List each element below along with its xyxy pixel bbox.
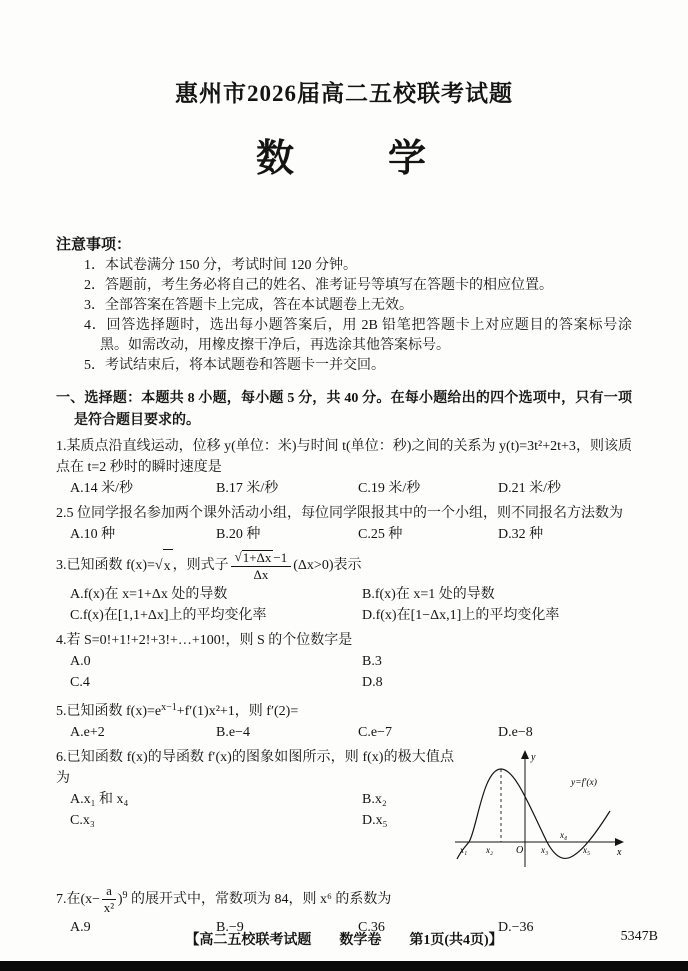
q1-stem: 1.某质点沿直线运动，位移 y(单位：米)与时间 t(单位：秒)之间的关系为 y(t)=3t²+2t+3，则该质点在 t=2 秒时的瞬时速度是 [56, 439, 632, 475]
notice-item-3: 3．全部答案在答题卡上完成，答在本试题卷上无效。 [84, 298, 413, 313]
q4-option-d: D.8 [362, 675, 383, 690]
curve-label: y=f′(x) [571, 778, 597, 788]
radicand: x [163, 549, 173, 584]
q6-derivative-graph [447, 747, 632, 875]
q4-option-a: A.0 [70, 654, 91, 669]
q5-stem-part2: +f′(1)x²+1，则 f′(2)= [176, 704, 299, 719]
y-axis-arrow [521, 750, 529, 759]
footer-code: 5347B [620, 929, 658, 944]
q7-option-d: D.−36 [498, 920, 534, 935]
q5-option-c: C.e−7 [358, 725, 392, 740]
fraction-numerator: a [102, 884, 116, 900]
q4-option-c: C.4 [70, 675, 90, 690]
q3-option-c: C.f(x)在[1,1+Δx]上的平均变化率 [70, 608, 267, 623]
q1-option-a: A.14 米/秒 [70, 481, 133, 496]
q1-option-c: C.19 米/秒 [358, 481, 421, 496]
q3-options [56, 584, 632, 626]
question-1 [56, 436, 632, 499]
q2-option-d: D.32 种 [498, 527, 544, 542]
tick-x3: x₃ [541, 845, 549, 855]
q5-options [56, 722, 632, 743]
q2-options [56, 524, 632, 545]
q3-stem-part1: 3.已知函数 f(x)= [56, 558, 155, 573]
tick-x5: x₅ [583, 845, 591, 855]
q1-option-b: B.17 米/秒 [216, 481, 279, 496]
notice-item-5: 5．考试结束后，将本试题卷和答题卡一并交回。 [84, 358, 385, 373]
q7-option-c: C.36 [358, 920, 385, 935]
q3-option-d: D.f(x)在[1−Δx,1]上的平均变化率 [362, 608, 560, 623]
q5-stem-part1: 5.已知函数 f(x)=e [56, 704, 162, 719]
q2-option-b: B.20 种 [216, 527, 261, 542]
notice-section [56, 234, 632, 376]
notice-item-1: 1．本试卷满分 150 分，考试时间 120 分钟。 [84, 258, 357, 273]
fraction-expression [231, 550, 292, 582]
radical-sign: √ [234, 548, 242, 564]
question-3 [56, 549, 632, 626]
q7-stem [56, 879, 632, 917]
q4-stem: 4.若 S=0!+1!+2!+3!+…+100!，则 S 的个位数字是 [56, 633, 353, 648]
tick-x1: x₁ [460, 845, 468, 855]
q5-option-b: B.e−4 [216, 725, 250, 740]
y-axis-label: y [531, 752, 536, 763]
q1-option-d: D.21 米/秒 [498, 481, 561, 496]
fraction-expression [102, 884, 116, 915]
q3-stem [56, 549, 632, 584]
sqrt-expression [235, 550, 274, 565]
q6-option-c: C.x₃ [70, 813, 95, 828]
question-2 [56, 503, 632, 545]
exam-title: 惠州市2026届高二五校联考试题 [175, 81, 513, 106]
fraction-denominator: x² [103, 900, 115, 916]
x-axis-arrow [615, 838, 624, 846]
q4-option-b: B.3 [362, 654, 382, 669]
q1-options [56, 478, 632, 499]
fraction-denominator: Δx [253, 566, 269, 582]
tick-x2: x₂ [486, 845, 494, 855]
q6-stem: 6.已知函数 f(x)的导函数 f′(x)的图象如图所示，则 f(x)的极大值点为 [56, 750, 454, 786]
scan-edge-bar [0, 961, 688, 971]
notice-heading: 注意事项： [56, 237, 132, 253]
q5-stem [56, 697, 632, 722]
open-paren: ( [80, 892, 86, 907]
q2-stem: 2.5 位同学报名参加两个课外活动小组，每位同学限报其中的一个小组，则不同报名方法数为 [56, 506, 623, 521]
question-5 [56, 697, 632, 743]
q5-option-d: D.e−8 [498, 725, 533, 740]
subject-title: 数 学 [255, 138, 432, 180]
q3-option-a: A.f(x)在 x=1+Δx 处的导数 [70, 587, 228, 602]
notice-item-4: 4．回答选择题时，选出每小题答案后，用 2B 铅笔把答题卡上对应题目的答案标号涂黑。如需改动，用橡皮擦干净后，再选涂其他答案标号。 [84, 318, 632, 353]
exponent: x−1 [161, 702, 177, 713]
q6-options [56, 789, 454, 831]
exponent: 9 [122, 890, 128, 901]
tick-x4: x₄ [560, 830, 568, 840]
q3-stem-part3: (Δx>0)表示 [293, 558, 362, 573]
q5-option-a: A.e+2 [70, 725, 105, 740]
q7-option-b: B.−9 [216, 920, 244, 935]
notice-item-2: 2．答题前，考生务必将自己的姓名、准考证号等填写在答题卡的相应位置。 [84, 278, 553, 293]
close-paren: ) [117, 892, 123, 907]
q3-stem-part2: ，则式子 [172, 558, 229, 573]
page-footer [0, 929, 688, 949]
q7-stem-part2: 的展开式中，常数项为 84，则 x⁶ 的系数为 [127, 892, 392, 907]
q7-stem-part1: 7.在 [56, 892, 81, 907]
origin-label: O [516, 845, 524, 856]
sqrt-expression [155, 549, 173, 584]
q7-inner-expression: x− [85, 892, 101, 907]
q4-options [56, 651, 632, 693]
q6-option-d: D.x₅ [362, 813, 388, 828]
footer-text: 【高二五校联考试题 数学卷 第1页(共4页)】 [185, 933, 503, 948]
radical-sign: √ [154, 558, 163, 573]
fraction-numerator [231, 550, 292, 567]
q6-q7-block [56, 747, 632, 938]
question-6 [56, 747, 454, 875]
section-one-heading: 一、选择题：本题共 8 小题，每小题 5 分，共 40 分。在每小题给出的四个选项中，只有一项是符合题目要求的。 [56, 391, 632, 428]
question-4 [56, 630, 632, 693]
q6-option-b: B.x₂ [362, 792, 387, 807]
numerator-rest: −1 [273, 549, 288, 565]
q3-option-b: B.f(x)在 x=1 处的导数 [362, 587, 495, 602]
x-axis-label: x [617, 847, 622, 858]
q2-option-a: A.10 种 [70, 527, 116, 542]
q7-option-a: A.9 [70, 920, 91, 935]
radicand: 1+Δx [242, 549, 272, 565]
q6-option-a: A.x₁ 和 x₄ [70, 792, 129, 807]
q2-option-c: C.25 种 [358, 527, 403, 542]
